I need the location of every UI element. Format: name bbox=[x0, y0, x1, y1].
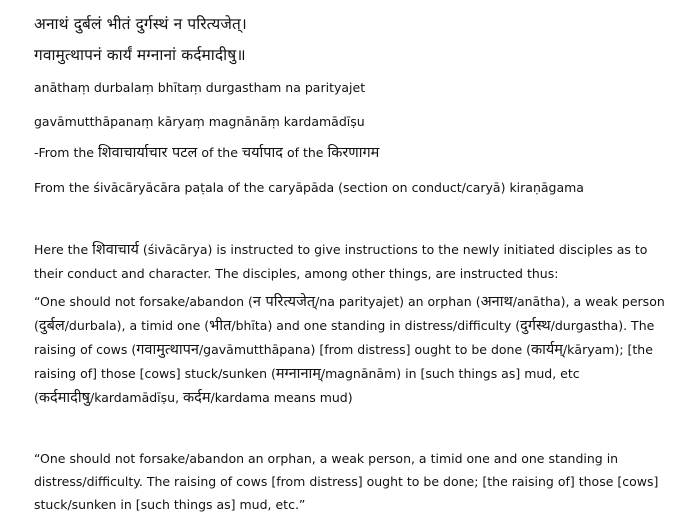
quote1-dev-5: दुर्गस्थ bbox=[520, 318, 551, 334]
quote1-text-2: /na parityajet) an orphan ( bbox=[315, 294, 481, 309]
quote1-dev-7: कार्यम् bbox=[530, 342, 563, 358]
quote1-dev-1: न परित्यजेत् bbox=[252, 294, 316, 310]
source-transliteration-line: From the śivācāryācāra paṭala of the caryāpāda (section on conduct/caryā) kiraṇāgama bbox=[34, 180, 584, 195]
quote-translation-detailed bbox=[34, 290, 668, 410]
intro-pre: Here the bbox=[34, 242, 93, 257]
verse-line-2-devanagari: गवामुत्थापनं कार्यं मग्नानां कर्दमादीषु॥ bbox=[34, 46, 246, 64]
quote1-dev-3: दुर्बल bbox=[38, 318, 65, 334]
quote1-text-10: /kardamādīṣu, bbox=[90, 390, 184, 405]
source-term-chapter: शिवाचार्याचार पटल bbox=[97, 145, 198, 161]
intro-term: शिवाचार्य bbox=[92, 242, 139, 258]
quote1-dev-8: मग्नानाम् bbox=[275, 366, 321, 382]
verse-line-1-transliteration: anāthaṃ durbalaṃ bhītaṃ durgastham na parityajet bbox=[34, 80, 366, 95]
quote1-text-4: /durbala), a timid one ( bbox=[64, 318, 210, 333]
quote1-text-7: /gavāmutthāpana) [from distress] ought to be done ( bbox=[198, 342, 531, 357]
source-devanagari-line bbox=[34, 142, 668, 162]
source-term-text: किरणागम bbox=[327, 145, 380, 161]
quote1-text-11: /kardama means mud) bbox=[210, 390, 353, 405]
quote-translation-plain: “One should not forsake/abandon an orphan, a weak person, a timid one and one standing in distress/difficulty. The raising of cows [from distress] ought to be done; [the raising of] those [cows] stuck/sunken in [such things as] mud, etc.” bbox=[34, 451, 659, 512]
quote1-text-8: /kāryam); [the raising of] those [cows] stuck/sunken ( bbox=[34, 342, 653, 381]
quote1-dev-10: कर्दम bbox=[183, 390, 211, 406]
quote1-text-9: /magnānām) in [such things as] mud, etc ( bbox=[34, 366, 580, 405]
quote1-text-6: /durgastha). The raising of cows ( bbox=[34, 318, 655, 357]
source-term-section: चर्यापाद bbox=[241, 145, 283, 161]
source-mid-1: of the bbox=[197, 145, 242, 160]
quote1-text-1: “One should not forsake/abandon ( bbox=[34, 294, 253, 309]
source-mid-2: of the bbox=[282, 145, 328, 160]
quote1-dev-2: अनाथ bbox=[480, 294, 513, 310]
quote1-dev-4: भीत bbox=[209, 318, 232, 334]
intro-post: (śivācārya) is instructed to give instructions to the newly initiated disciples as to their conduct and character. The disciples, among other things, are instructed thus: bbox=[34, 242, 648, 281]
quote1-text-3: /anātha), a weak person ( bbox=[34, 294, 665, 333]
verse-line-2-transliteration: gavāmutthāpanaṃ kāryaṃ magnānāṃ kardamādīṣu bbox=[34, 114, 365, 129]
quote1-text-5: /bhīta) and one standing in distress/difficulty ( bbox=[231, 318, 521, 333]
verse-line-1-devanagari: अनाथं दुर्बलं भीतं दुर्गस्थं न परित्यजेत्। bbox=[34, 15, 247, 33]
quote1-dev-6: गवामुत्थापन bbox=[136, 342, 199, 358]
source-prefix: -From the bbox=[34, 145, 98, 160]
intro-paragraph bbox=[34, 238, 668, 285]
quote1-dev-9: कर्दमादीषु bbox=[38, 390, 90, 406]
